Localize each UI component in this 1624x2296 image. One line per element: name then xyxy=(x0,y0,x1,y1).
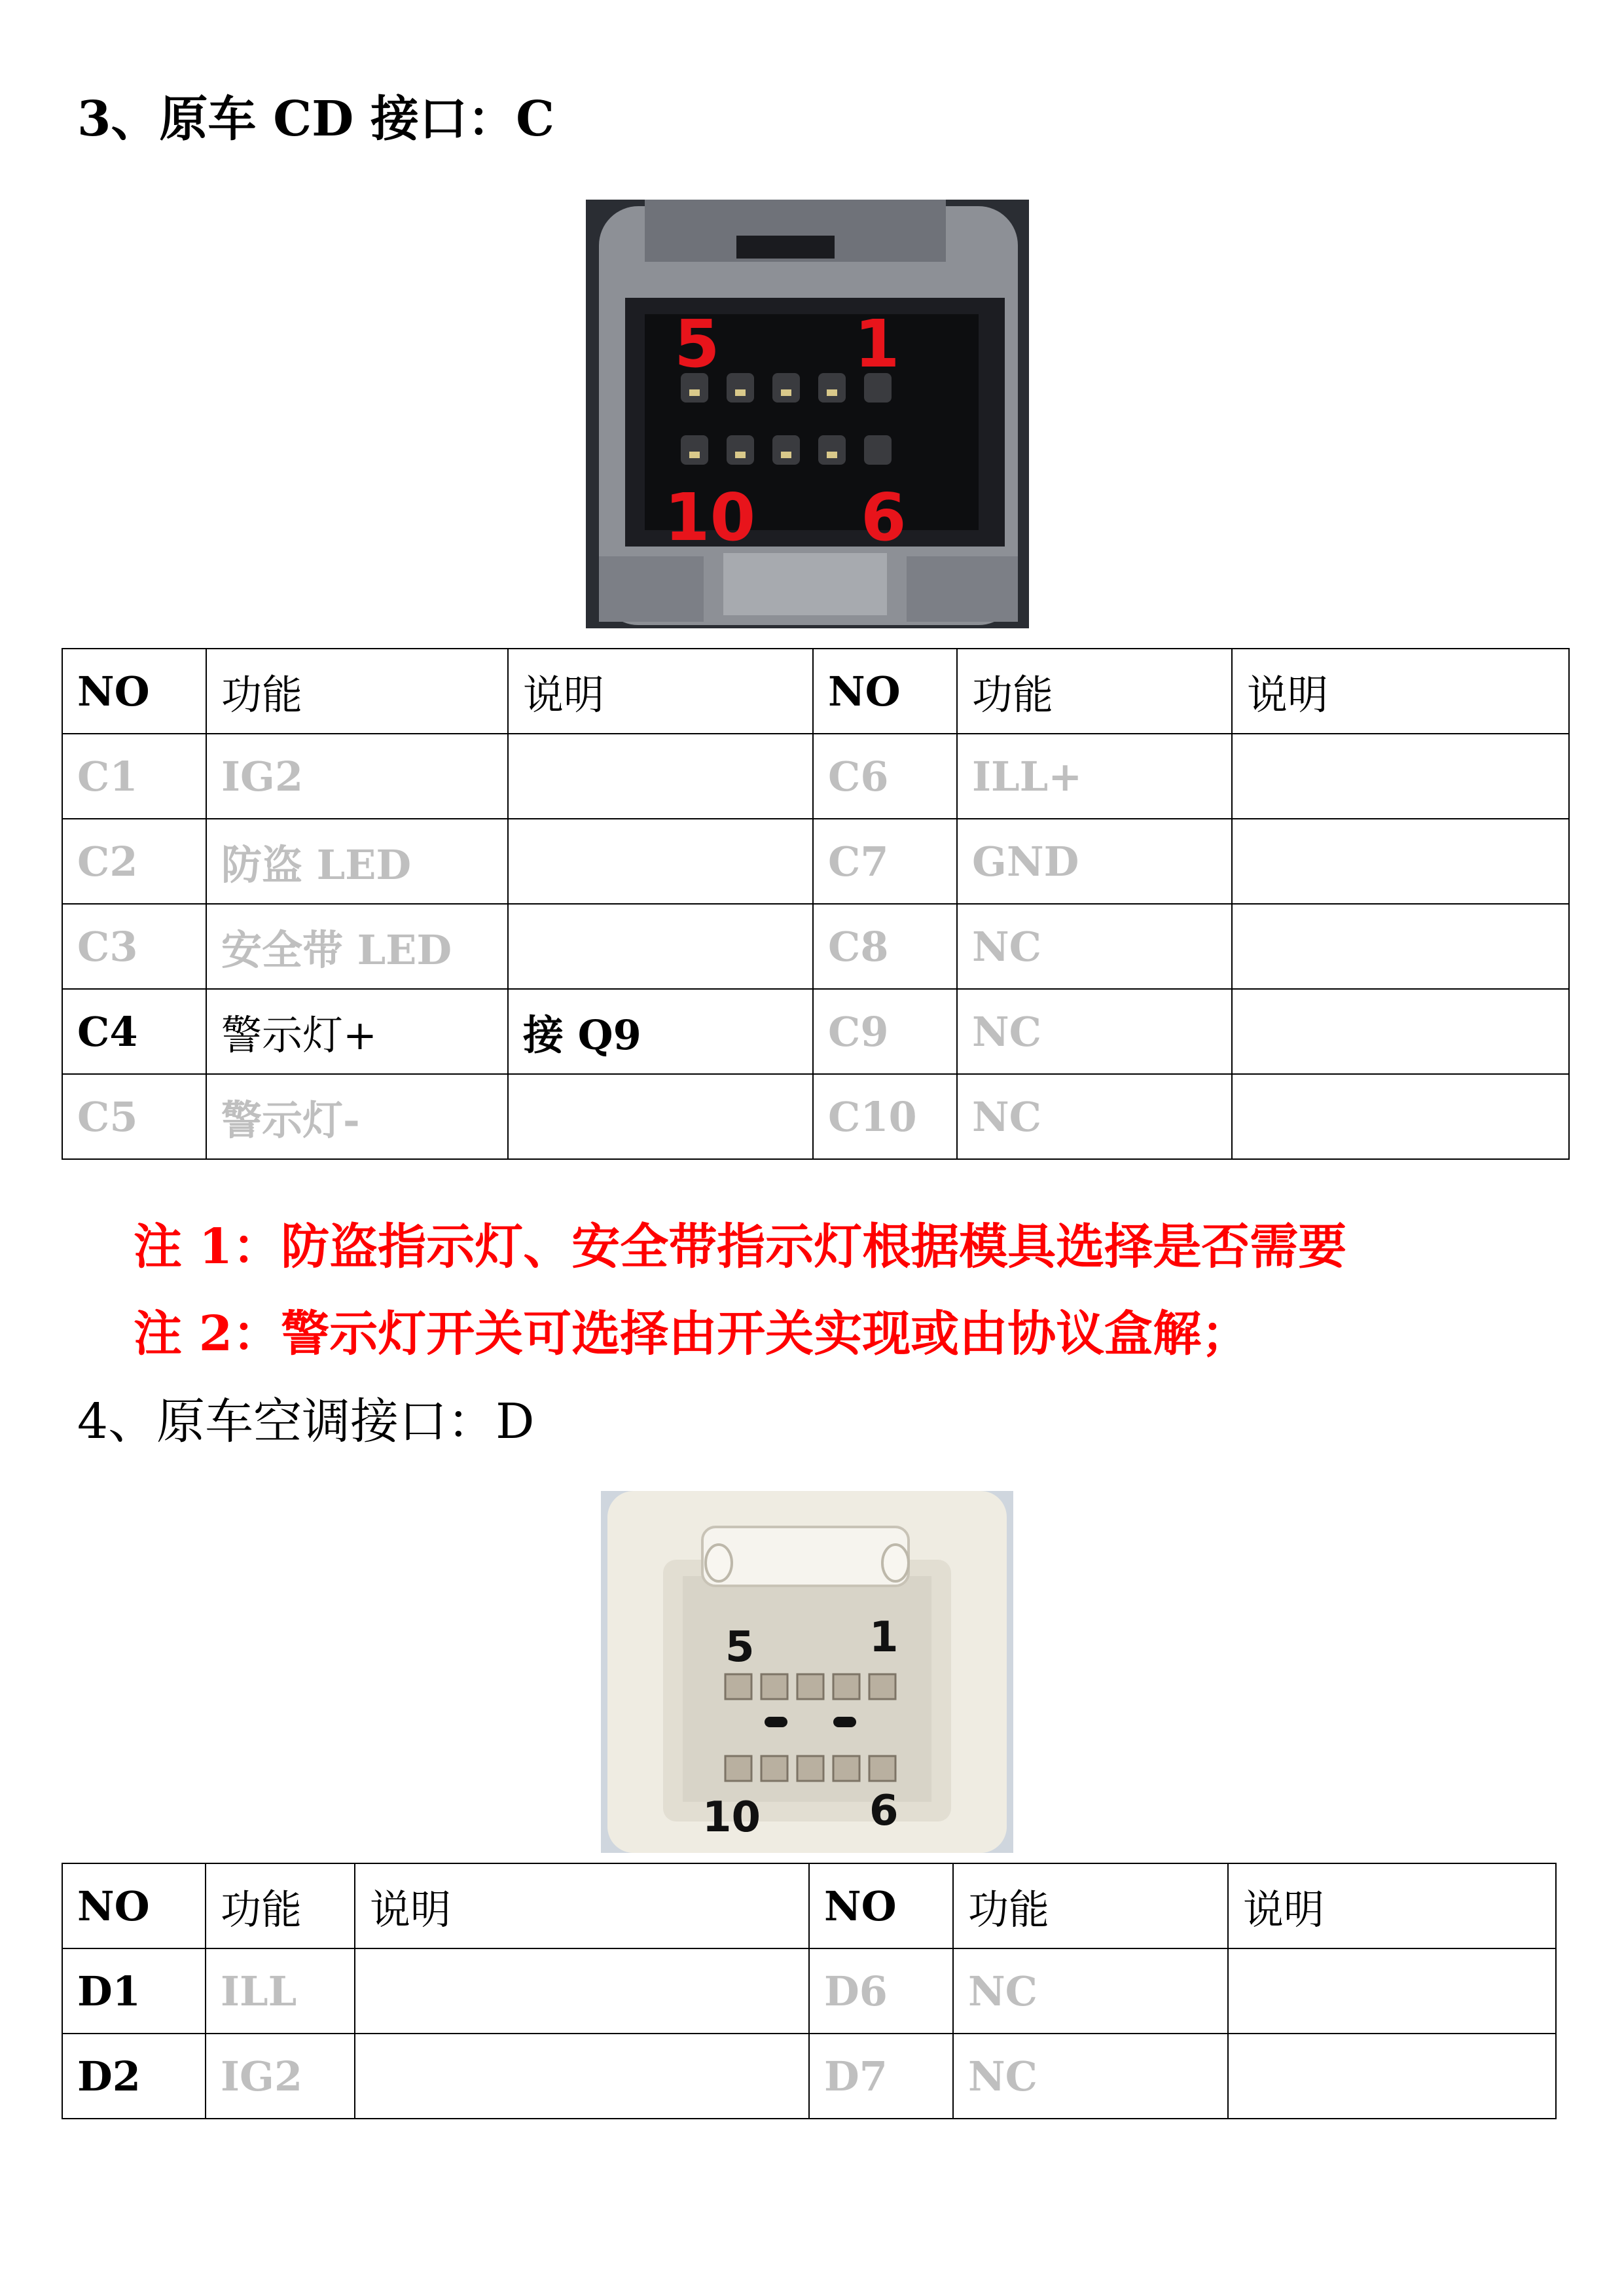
header-no: NO xyxy=(813,649,957,734)
pin-function: NC xyxy=(957,904,1232,989)
header-function: 功能 xyxy=(206,1863,355,1948)
pin-function: NC xyxy=(957,1074,1232,1159)
pin-function: IG2 xyxy=(206,734,508,819)
pin-function: 防盗 LED xyxy=(206,819,508,904)
table-row xyxy=(62,819,1569,904)
header-no: NO xyxy=(62,1863,206,1948)
table-row xyxy=(62,989,1569,1074)
pin-label-10: 10 xyxy=(664,479,756,556)
pin-number: C7 xyxy=(813,819,957,904)
pin-description xyxy=(355,1948,809,2034)
table-header-row xyxy=(62,649,1569,734)
table-row xyxy=(62,904,1569,989)
header-no: NO xyxy=(809,1863,953,1948)
section-3-heading: 3、原车 CD 接口：C xyxy=(77,91,554,147)
table-header-row xyxy=(62,1863,1556,1948)
pin-description xyxy=(508,819,813,904)
pin-number: C1 xyxy=(62,734,206,819)
pin-label-1: 1 xyxy=(854,306,900,382)
pin-function: 安全带 LED xyxy=(206,904,508,989)
pin-number: D2 xyxy=(62,2034,206,2119)
pin-description xyxy=(1232,989,1569,1074)
pin-function: NC xyxy=(957,989,1232,1074)
cd-pin-table xyxy=(62,648,1570,1160)
table-row xyxy=(62,1074,1569,1159)
pin-function: 警示灯+ xyxy=(206,989,508,1074)
pin-label-5: 5 xyxy=(674,306,720,382)
header-description: 说明 xyxy=(1232,649,1569,734)
header-function: 功能 xyxy=(957,649,1232,734)
pin-function: IG2 xyxy=(206,2034,355,2119)
pin-number: C10 xyxy=(813,1074,957,1159)
note-1: 注 1：防盗指示灯、安全带指示灯根据模具选择是否需要 xyxy=(134,1219,1347,1275)
pin-description xyxy=(1228,1948,1556,2034)
pin-description xyxy=(508,904,813,989)
pin-number: C3 xyxy=(62,904,206,989)
pin-function: 警示灯- xyxy=(206,1074,508,1159)
pin-label-6: 6 xyxy=(861,479,907,556)
pin-description xyxy=(1232,904,1569,989)
pin-description xyxy=(508,1074,813,1159)
pin-description xyxy=(355,2034,809,2119)
note-2: 注 2：警示灯开关可选择由开关实现或由协议盒解； xyxy=(134,1306,1250,1362)
pin-number: C2 xyxy=(62,819,206,904)
table-row xyxy=(62,1948,1556,2034)
pin-label-10: 10 xyxy=(702,1793,761,1842)
header-description: 说明 xyxy=(355,1863,809,1948)
pin-number: D1 xyxy=(62,1948,206,2034)
pin-number: C9 xyxy=(813,989,957,1074)
cd-connector-photo xyxy=(586,200,1029,628)
pin-description xyxy=(1232,819,1569,904)
pin-number: C6 xyxy=(813,734,957,819)
pin-function: GND xyxy=(957,819,1232,904)
header-no: NO xyxy=(62,649,206,734)
pin-label-6: 6 xyxy=(869,1787,899,1835)
pin-number: D6 xyxy=(809,1948,953,2034)
pin-function: NC xyxy=(953,2034,1228,2119)
pin-number: D7 xyxy=(809,2034,953,2119)
header-description: 说明 xyxy=(1228,1863,1556,1948)
section-4-heading: 4、原车空调接口：D xyxy=(77,1393,535,1450)
pin-function: NC xyxy=(953,1948,1228,2034)
pin-number: C4 xyxy=(62,989,206,1074)
ac-connector-photo xyxy=(601,1491,1013,1853)
ac-pin-table xyxy=(62,1863,1557,2119)
pin-function: ILL xyxy=(206,1948,355,2034)
pin-label-1: 1 xyxy=(869,1613,899,1662)
header-description: 说明 xyxy=(508,649,813,734)
pin-description xyxy=(1228,2034,1556,2119)
header-function: 功能 xyxy=(206,649,508,734)
pin-label-5: 5 xyxy=(725,1623,755,1672)
pin-description xyxy=(508,734,813,819)
pin-description xyxy=(1232,734,1569,819)
table-row xyxy=(62,2034,1556,2119)
pin-description xyxy=(1232,1074,1569,1159)
pin-number: C8 xyxy=(813,904,957,989)
pin-function: ILL+ xyxy=(957,734,1232,819)
header-function: 功能 xyxy=(953,1863,1228,1948)
pin-description: 接 Q9 xyxy=(508,989,813,1074)
pin-number: C5 xyxy=(62,1074,206,1159)
table-row xyxy=(62,734,1569,819)
